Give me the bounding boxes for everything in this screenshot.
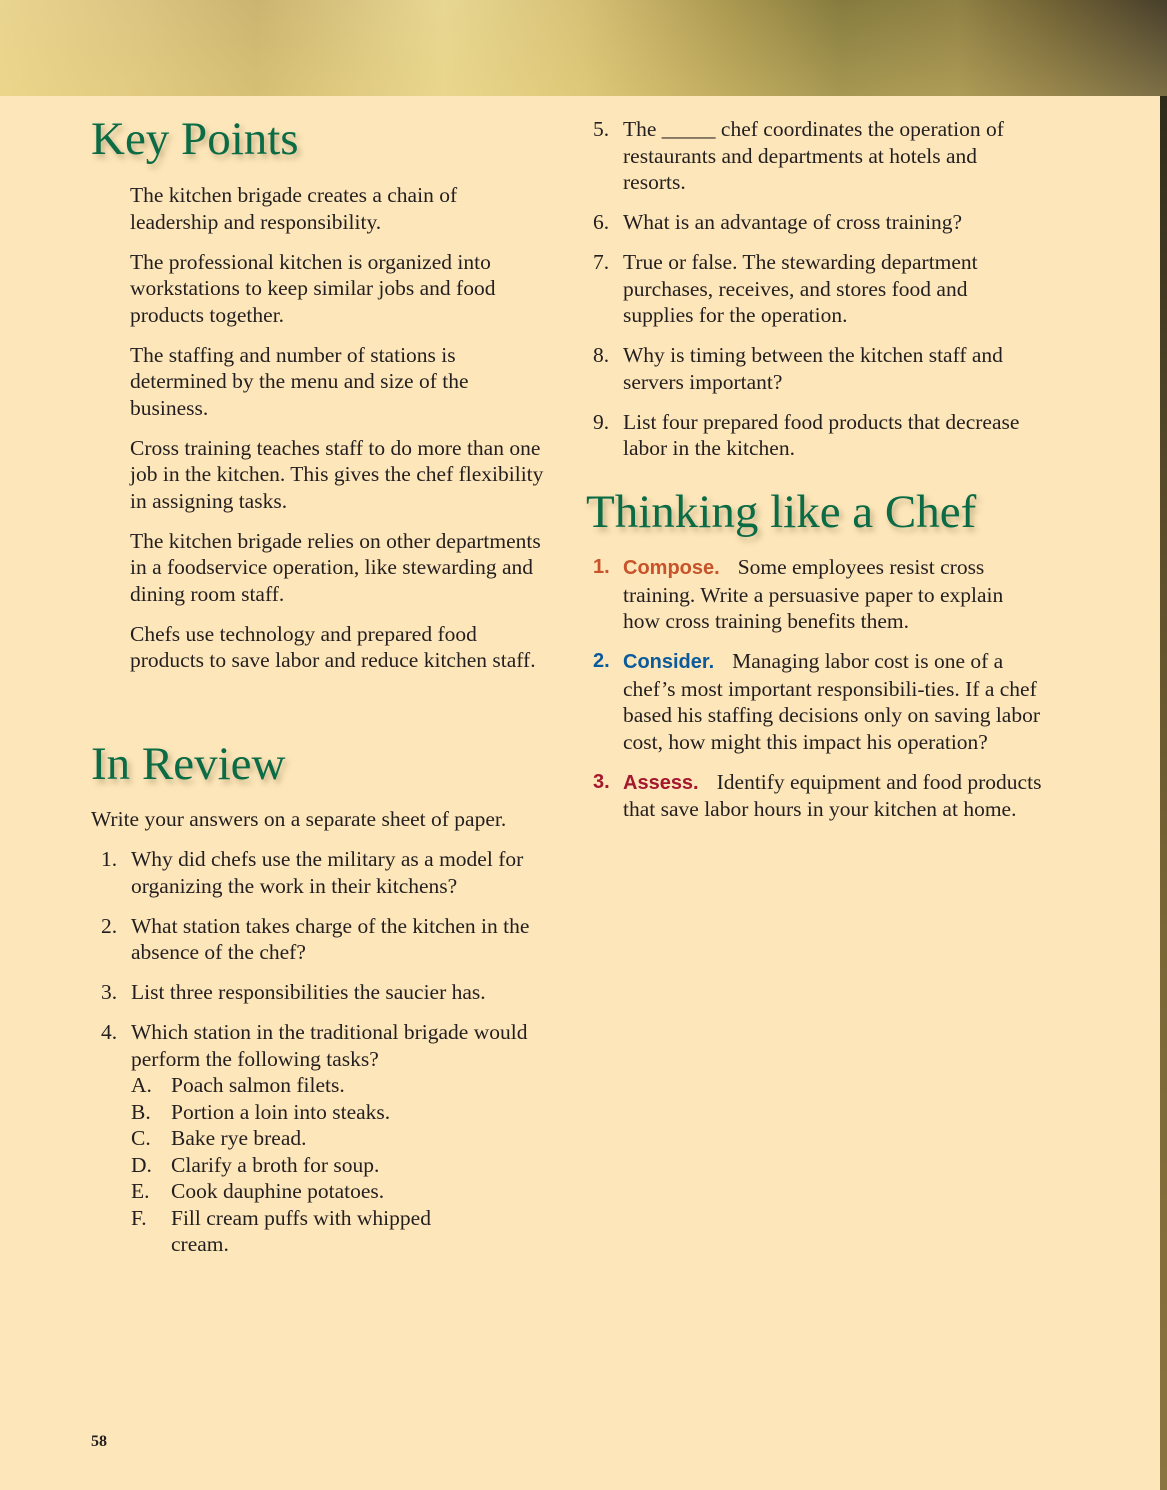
- key-point: The staffing and number of stations is determined by the menu and size of the business.: [130, 342, 469, 420]
- sub-item: [131, 1178, 551, 1205]
- question-number: 8.: [593, 343, 610, 367]
- item-label: Consider.: [623, 651, 715, 673]
- item-number: 2.: [593, 650, 610, 672]
- thinking-item-compose: [593, 554, 1043, 635]
- thinking-like-a-chef-heading: Thinking like a Chef: [586, 486, 977, 538]
- thinking-item-consider: [593, 648, 1043, 755]
- sub-letter: C.: [131, 1126, 151, 1150]
- sub-text: Portion a loin into steaks.: [171, 1099, 391, 1124]
- sub-item: [131, 1152, 551, 1179]
- question-text: List three responsibilities the saucier has.: [131, 980, 486, 1004]
- key-point: The professional kitchen is organized into workstations to keep similar jobs and food products together.: [130, 249, 496, 327]
- sub-text: Fill cream puffs with whipped cream.: [171, 1205, 431, 1256]
- review-question: [593, 249, 1043, 329]
- review-question: [101, 913, 551, 966]
- question-number: 6.: [593, 210, 610, 234]
- question-text: Which station in the traditional brigade would perform the following tasks?: [131, 1020, 528, 1071]
- item-text: Managing labor cost is one of a chef’s most important responsibili-ties. If a chef based his staffing decisions only on saving labor cost, how might this impact his operation?: [623, 649, 1041, 754]
- sub-text: Clarify a broth for soup.: [171, 1152, 380, 1177]
- question-number: 9.: [593, 409, 610, 434]
- review-questions-right: [593, 116, 1043, 475]
- page-number: 58: [91, 1433, 107, 1450]
- item-text: Identify equipment and food products that save labor hours in your kitchen at home.: [623, 769, 1042, 821]
- key-point: Cross training teaches staff to do more than one job in the kitchen. This gives the chef flexibility in assigning tasks.: [130, 435, 544, 513]
- key-points-list: [130, 182, 550, 687]
- sub-text: Cook dauphine potatoes.: [171, 1179, 385, 1203]
- item-number: 3.: [593, 770, 610, 793]
- sub-text: Poach salmon filets.: [171, 1073, 345, 1097]
- key-point: Chefs use technology and prepared food products to save labor and reduce kitchen staff.: [130, 621, 536, 672]
- review-question: [593, 116, 1043, 196]
- sub-letter: B.: [131, 1099, 151, 1124]
- sub-letter: F.: [131, 1205, 147, 1230]
- in-review-heading: In Review: [91, 738, 286, 790]
- question-text: The _____ chef coordinates the operation of restaurants and departments at hotels and resorts.: [623, 117, 1004, 194]
- question-number: 7.: [593, 250, 610, 274]
- item-number: 1.: [593, 556, 610, 578]
- question-text: True or false. The stewarding department purchases, receives, and stores food and supplies for the operation.: [623, 250, 978, 327]
- review-question: [593, 209, 1043, 236]
- item-text: Some employees resist cross training. Write a persuasive paper to explain how cross training benefits them.: [623, 555, 1004, 633]
- question-number: 2.: [101, 913, 118, 938]
- question-text: What is an advantage of cross training?: [623, 210, 963, 234]
- question-text: What station takes charge of the kitchen in the absence of the chef?: [131, 913, 530, 964]
- review-questions-left: [91, 806, 551, 1271]
- sub-text: Bake rye bread.: [171, 1126, 307, 1150]
- page-edge: [1160, 96, 1167, 1490]
- key-points-heading: Key Points: [91, 113, 299, 165]
- item-label: Compose.: [623, 557, 720, 579]
- review-question: [593, 409, 1043, 462]
- review-question: [101, 846, 551, 899]
- thinking-list: [593, 554, 1043, 836]
- sub-letter: D.: [131, 1152, 152, 1177]
- sub-letter: E.: [131, 1179, 150, 1203]
- thinking-item-assess: [593, 769, 1043, 823]
- question-text: Why did chefs use the military as a model for organizing the work in their kitchens?: [131, 847, 524, 898]
- sub-letter: A.: [131, 1073, 152, 1097]
- question-number: 1.: [101, 847, 118, 871]
- review-question: [101, 979, 551, 1006]
- sub-item: [131, 1125, 551, 1152]
- question-text: List four prepared food products that decrease labor in the kitchen.: [623, 409, 1020, 460]
- item-label: Assess.: [623, 771, 699, 794]
- question-text: Why is timing between the kitchen staff and servers important?: [623, 343, 1003, 394]
- review-question: [593, 342, 1043, 395]
- header-photo-banner: [0, 0, 1167, 96]
- key-point: The kitchen brigade creates a chain of leadership and responsibility.: [130, 183, 458, 234]
- question-number: 3.: [101, 980, 118, 1004]
- question-number: 4.: [101, 1020, 118, 1044]
- sub-item: [131, 1205, 481, 1258]
- review-intro: Write your answers on a separate sheet of paper.: [91, 807, 507, 831]
- key-point: The kitchen brigade relies on other departments in a foodservice operation, like stewarding and dining room staff.: [130, 528, 541, 606]
- question-number: 5.: [593, 117, 610, 141]
- sub-item: [131, 1099, 551, 1126]
- review-question: [101, 1019, 551, 1258]
- sub-item: [131, 1072, 551, 1099]
